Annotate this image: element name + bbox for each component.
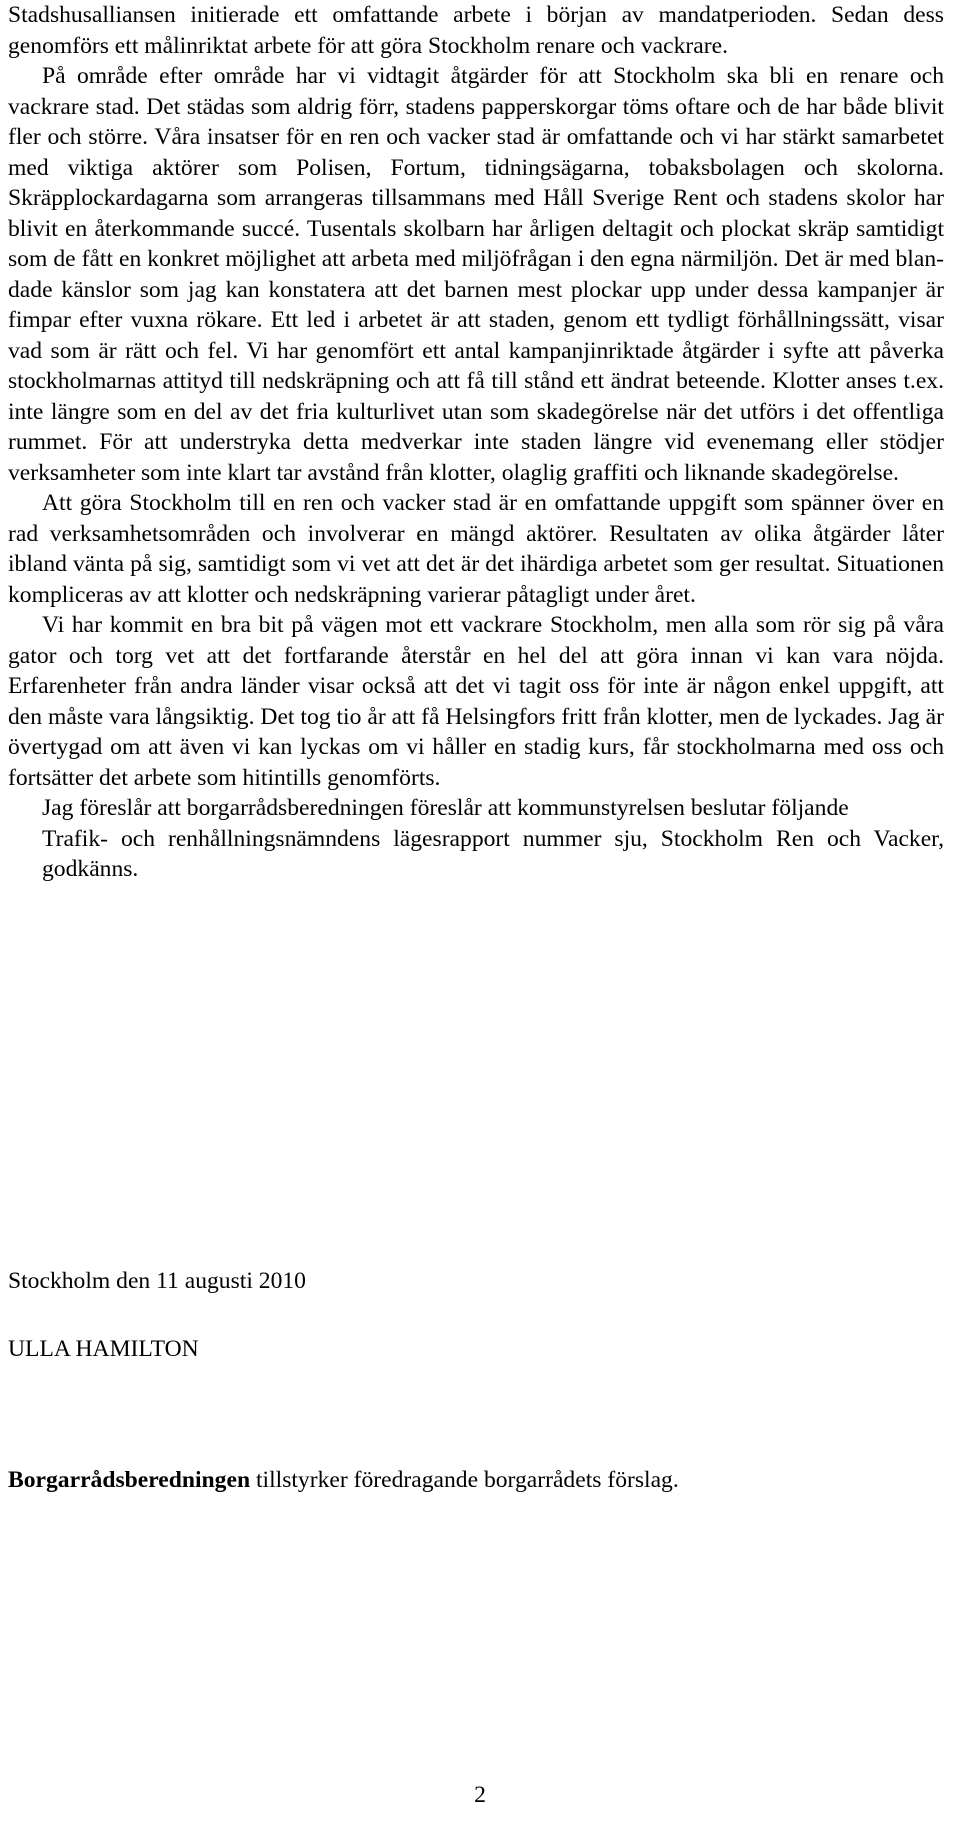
paragraph-proposal-intro: Jag föreslår att borgarrådsberedningen föreslår att kommunstyrelsen beslutar följande: [42, 795, 849, 821]
paragraph-proposal: Trafik- och renhållningsnämndens lägesrapport nummer sju, Stockholm Ren och Vacker, godkänns.: [42, 825, 944, 882]
endorsement: [8, 1465, 679, 1495]
endorsement-body: Borgarrådsberedningen: [8, 1467, 251, 1493]
document-page: [8, 0, 952, 1823]
paragraph-intro: Stadshusalliansen initierade ett omfattande arbete i början av mandatperioden. Sedan dess genomförs ett målinriktat arbete för att göra Stockholm renare och vackrare.: [8, 2, 944, 59]
paragraph-progress: Vi har kommit en bra bit på vägen mot ett vackrare Stockholm, men alla som rör sig på våra gator och torg vet att det fortfarande återstår en hel del att göra innan vi kan vara nöjda. Erfarenheter från andra länder visar också att det vi tagit oss för inte är någon enkel uppgift, att den måste vara långsiktig. Det tog tio år att få Helsingfors fritt från klotter, men de lyckades. Jag är övertygad om att även vi kan lyckas om vi håller en stadig kurs, får stockholmarna med oss och fortsätter det arbete som hitintills genomförts.: [8, 612, 944, 791]
signatory-name: ULLA HAMILTON: [8, 1336, 199, 1362]
paragraph-measures: På område efter område har vi vidtagit åtgärder för att Stockholm ska bli en renare och vackrare stad. Det städas som aldrig förr, stadens papperskorgar töms oftare och de har både blivit fler och större. Våra insatser för en ren och vacker stad är omfattande och vi har stärkt samarbetet med viktiga aktörer som Polisen, Fortum, tidningsägarna, tobaksbolagen och skolorna. Skräpplockardagarna som arrangeras tillsammans med Håll Sverige Rent och stadens skolor har blivit en återkommande succé. Tusentals skolbarn har årligen deltagit och plockat skräp samtidigt som de fått en konkret möjlighet att arbeta med miljöfrågan i den egna närmiljön. Det är med blandade känslor som jag kan konstatera att det barnen mest plockar upp under dessa kampanjer är fimpar efter vuxna rökare. Ett led i arbetet är att staden, genom ett tydligt förhållningssätt, visar vad som är rätt och fel. Vi har genomfört ett antal kampanjinriktade åtgärder i syfte att påverka stockholmarnas attityd till nedskräpning och att få till stånd ett ändrat beteende. Klotter anses t.ex. inte längre som en del av det fria kulturlivet utan som skadegörelse när det utförs i det offentliga rummet. För att understryka detta medverkar inte staden längre vid evenemang eller stödjer verksamheter som inte klart tar avstånd från klotter, olaglig graffiti och liknande skadegörelse.: [8, 63, 944, 486]
paragraph-scope: Att göra Stockholm till en ren och vacker stad är en omfattande uppgift som spänner över en rad verksamhetsområden och involverar en mängd aktörer. Resultaten av olika åtgärder låter ibland vänta på sig, samtidigt som vi vet att det är det ihärdiga arbetet som ger resultat. Situationen kompliceras av att klotter och nedskräpning varierar påtagligt under året.: [8, 490, 944, 608]
body-text: [8, 0, 944, 885]
page-number: 2: [474, 1782, 486, 1808]
endorsement-text: tillstyrker föredragande borgarrådets förslag.: [250, 1467, 679, 1493]
place-date: Stockholm den 11 augusti 2010: [8, 1268, 306, 1294]
